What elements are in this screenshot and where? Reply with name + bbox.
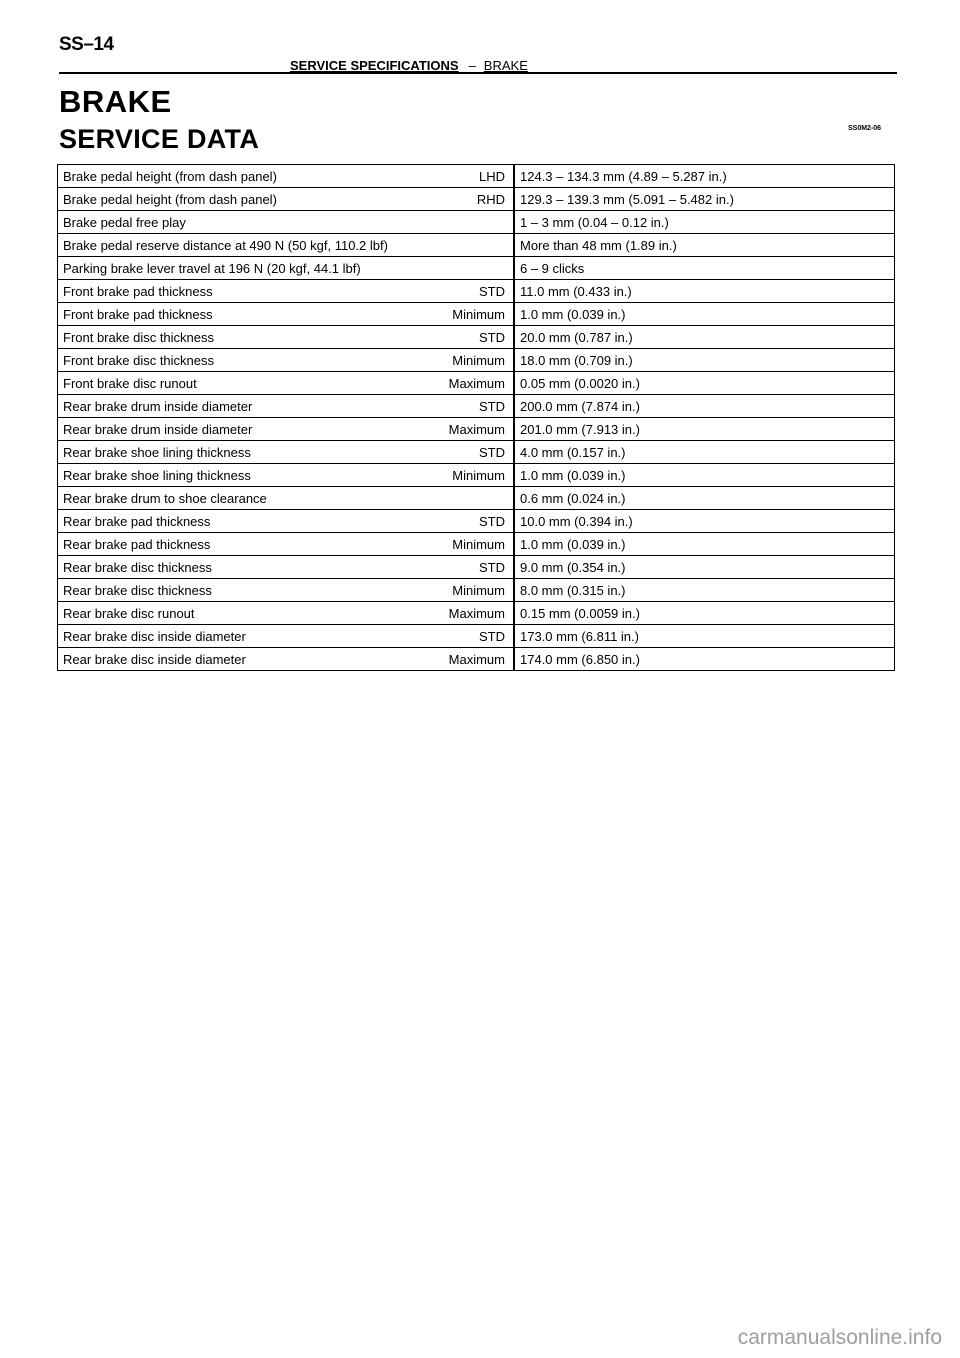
spec-item-cell: Rear brake pad thickness xyxy=(58,510,424,533)
spec-condition-cell: Maximum xyxy=(423,648,514,671)
spec-value-cell: 20.0 mm (0.787 in.) xyxy=(514,326,895,349)
spec-item-cell: Front brake disc thickness xyxy=(58,349,424,372)
spec-value-cell: 1.0 mm (0.039 in.) xyxy=(514,464,895,487)
spec-value-cell: 6 – 9 clicks xyxy=(514,257,895,280)
spec-condition-cell: STD xyxy=(423,556,514,579)
header-subsection: BRAKE xyxy=(483,58,528,73)
spec-item-cell: Parking brake lever travel at 196 N (20 kgf, 44.1 lbf) xyxy=(58,257,424,280)
spec-value-cell: 8.0 mm (0.315 in.) xyxy=(514,579,895,602)
service-data-table-body xyxy=(58,165,895,671)
spec-item-cell: Front brake disc runout xyxy=(58,372,424,395)
spec-value-cell: 18.0 mm (0.709 in.) xyxy=(514,349,895,372)
spec-condition-cell: Minimum xyxy=(423,579,514,602)
table-row xyxy=(58,464,895,487)
spec-value-cell: 1 – 3 mm (0.04 – 0.12 in.) xyxy=(514,211,895,234)
table-row xyxy=(58,418,895,441)
spec-value-cell: 0.05 mm (0.0020 in.) xyxy=(514,372,895,395)
spec-condition-cell: STD xyxy=(423,510,514,533)
service-data-table xyxy=(57,164,895,671)
spec-condition-cell: RHD xyxy=(423,188,514,211)
table-row xyxy=(58,257,895,280)
table-row xyxy=(58,234,895,257)
running-header xyxy=(290,58,528,73)
spec-condition-cell: Minimum xyxy=(423,303,514,326)
subsection-title: SERVICE DATA xyxy=(59,124,260,154)
spec-value-cell: 173.0 mm (6.811 in.) xyxy=(514,625,895,648)
spec-value-cell: 1.0 mm (0.039 in.) xyxy=(514,303,895,326)
spec-item-cell: Rear brake disc inside diameter xyxy=(58,648,424,671)
spec-item-cell: Rear brake shoe lining thickness xyxy=(58,441,424,464)
spec-item-cell: Front brake pad thickness xyxy=(58,280,424,303)
spec-value-cell: 200.0 mm (7.874 in.) xyxy=(514,395,895,418)
spec-condition-cell: Minimum xyxy=(423,349,514,372)
spec-condition-cell xyxy=(423,234,514,257)
spec-condition-cell: Minimum xyxy=(423,533,514,556)
spec-condition-cell xyxy=(423,487,514,510)
table-row xyxy=(58,441,895,464)
table-row xyxy=(58,372,895,395)
document-code: SS0M2-06 xyxy=(848,125,882,132)
spec-condition-cell xyxy=(423,257,514,280)
table-row xyxy=(58,165,895,188)
table-row xyxy=(58,349,895,372)
spec-item-cell: Rear brake drum inside diameter xyxy=(58,418,424,441)
spec-item-cell: Rear brake pad thickness xyxy=(58,533,424,556)
table-row xyxy=(58,487,895,510)
spec-condition-cell: STD xyxy=(423,625,514,648)
spec-condition-cell xyxy=(423,211,514,234)
spec-value-cell: 9.0 mm (0.354 in.) xyxy=(514,556,895,579)
header-rule xyxy=(59,72,897,74)
page-number: SS–14 xyxy=(59,34,114,55)
table-row xyxy=(58,625,895,648)
spec-item-cell: Rear brake disc inside diameter xyxy=(58,625,424,648)
spec-value-cell: More than 48 mm (1.89 in.) xyxy=(514,234,895,257)
header-separator: – xyxy=(468,58,476,73)
spec-value-cell: 0.6 mm (0.024 in.) xyxy=(514,487,895,510)
table-row xyxy=(58,510,895,533)
spec-item-cell: Rear brake disc thickness xyxy=(58,579,424,602)
watermark: carmanualsonline.info xyxy=(737,1326,942,1349)
spec-item-cell: Rear brake disc thickness xyxy=(58,556,424,579)
table-row xyxy=(58,303,895,326)
section-title: BRAKE xyxy=(59,84,172,119)
spec-value-cell: 1.0 mm (0.039 in.) xyxy=(514,533,895,556)
spec-item-cell: Brake pedal height (from dash panel) xyxy=(58,188,424,211)
spec-value-cell: 124.3 – 134.3 mm (4.89 – 5.287 in.) xyxy=(514,165,895,188)
spec-item-cell: Brake pedal free play xyxy=(58,211,424,234)
table-row xyxy=(58,211,895,234)
spec-value-cell: 11.0 mm (0.433 in.) xyxy=(514,280,895,303)
spec-condition-cell: Maximum xyxy=(423,602,514,625)
table-row xyxy=(58,280,895,303)
spec-value-cell: 4.0 mm (0.157 in.) xyxy=(514,441,895,464)
spec-condition-cell: STD xyxy=(423,395,514,418)
table-row xyxy=(58,579,895,602)
spec-item-cell: Front brake disc thickness xyxy=(58,326,424,349)
spec-condition-cell: STD xyxy=(423,326,514,349)
spec-item-cell: Front brake pad thickness xyxy=(58,303,424,326)
spec-condition-cell: LHD xyxy=(423,165,514,188)
table-row xyxy=(58,533,895,556)
spec-item-cell: Rear brake disc runout xyxy=(58,602,424,625)
spec-value-cell: 0.15 mm (0.0059 in.) xyxy=(514,602,895,625)
spec-condition-cell: STD xyxy=(423,280,514,303)
spec-item-cell: Brake pedal reserve distance at 490 N (50 kgf, 110.2 lbf) xyxy=(58,234,424,257)
table-row xyxy=(58,395,895,418)
table-row xyxy=(58,188,895,211)
spec-item-cell: Brake pedal height (from dash panel) xyxy=(58,165,424,188)
spec-value-cell: 10.0 mm (0.394 in.) xyxy=(514,510,895,533)
table-row xyxy=(58,556,895,579)
header-section: SERVICE SPECIFICATIONS xyxy=(290,58,459,73)
spec-condition-cell: Maximum xyxy=(423,418,514,441)
table-row xyxy=(58,602,895,625)
spec-item-cell: Rear brake drum inside diameter xyxy=(58,395,424,418)
spec-condition-cell: Minimum xyxy=(423,464,514,487)
spec-condition-cell: STD xyxy=(423,441,514,464)
spec-item-cell: Rear brake drum to shoe clearance xyxy=(58,487,424,510)
spec-value-cell: 201.0 mm (7.913 in.) xyxy=(514,418,895,441)
spec-condition-cell: Maximum xyxy=(423,372,514,395)
table-row xyxy=(58,326,895,349)
table-row xyxy=(58,648,895,671)
spec-item-cell: Rear brake shoe lining thickness xyxy=(58,464,424,487)
spec-value-cell: 129.3 – 139.3 mm (5.091 – 5.482 in.) xyxy=(514,188,895,211)
spec-value-cell: 174.0 mm (6.850 in.) xyxy=(514,648,895,671)
